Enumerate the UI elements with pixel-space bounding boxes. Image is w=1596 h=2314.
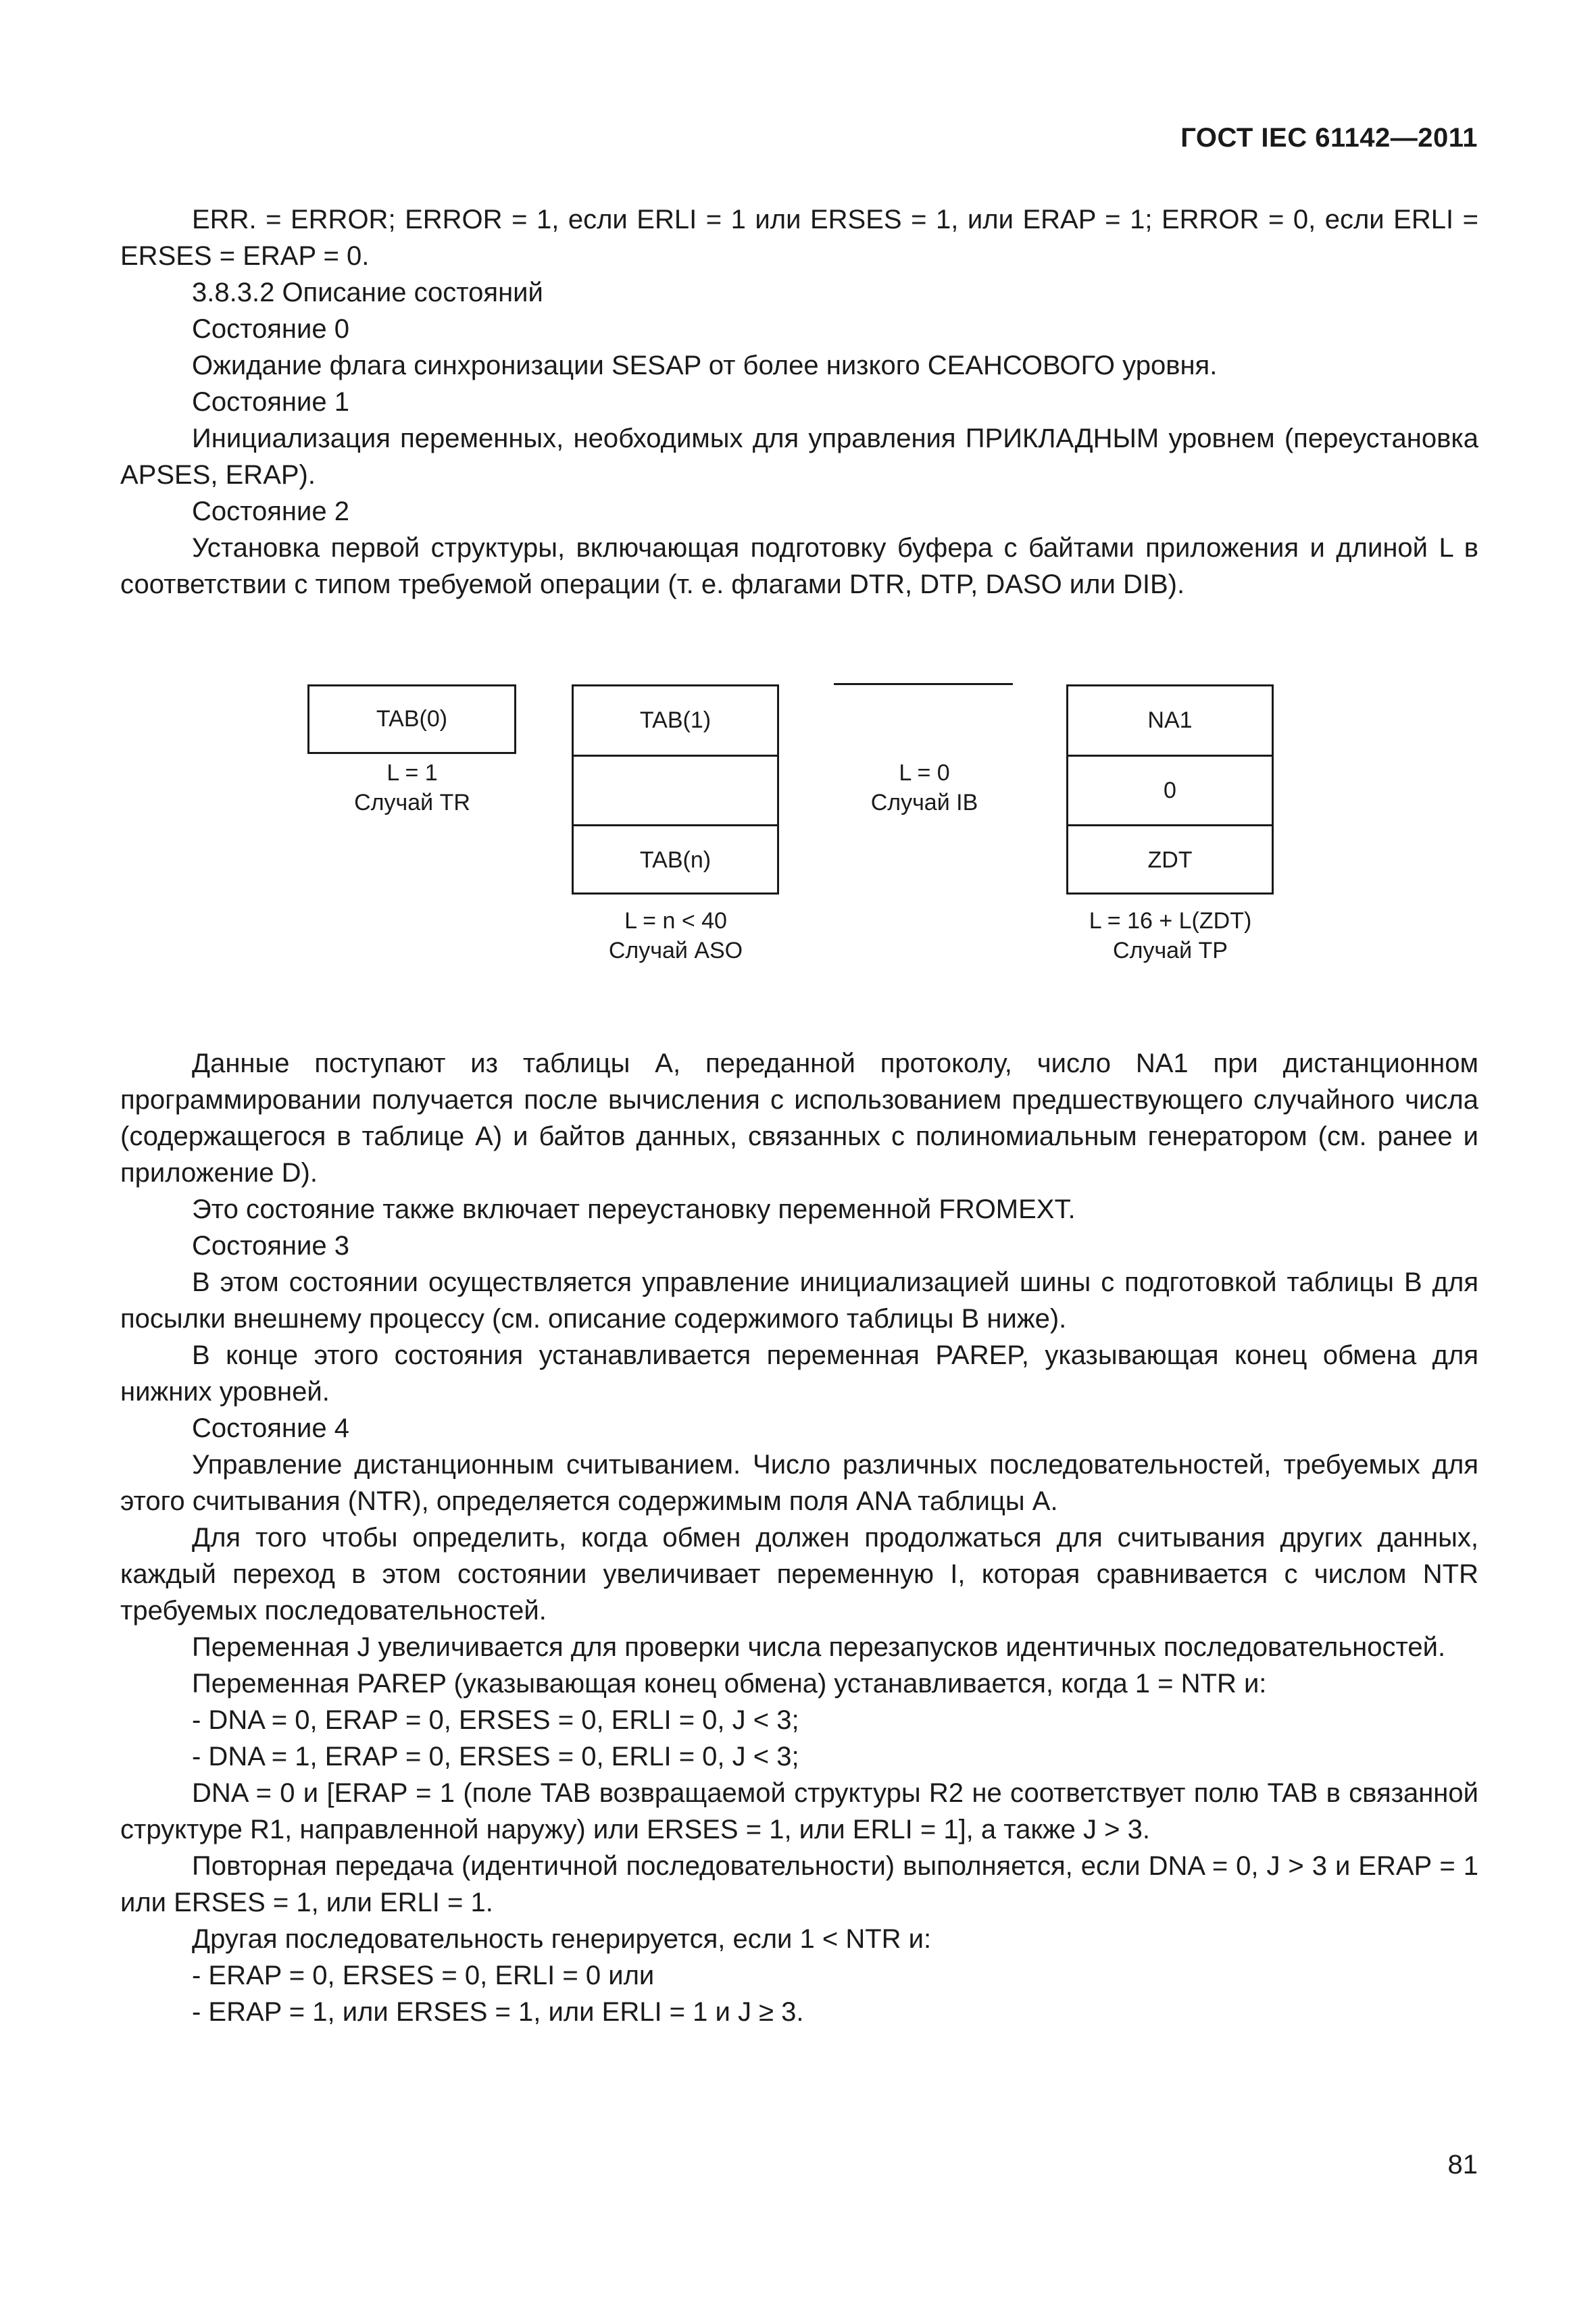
ib-empty-line (834, 683, 1013, 685)
paragraph: Переменная J увеличивается для проверки числа перезапусков идентичных последовательностей. (192, 1632, 1446, 1662)
aso-cell-empty (574, 757, 777, 824)
ib-case: Случай IB (870, 790, 978, 815)
paragraph: Управление дистанционным считыванием. Число различных последовательностей, требуемых для этого считывания (NTR), определяется содержимым поля ANA таблицы A. (120, 1450, 1478, 1516)
paragraph: Инициализация переменных, необходимых для управления ПРИКЛАДНЫМ уровнем (переустановка APSES, ERAP). (120, 424, 1478, 490)
aso-cell-tab1: TAB(1) (639, 707, 712, 733)
paragraph: 3.8.3.2 Описание состояний (192, 278, 543, 307)
paragraph: Это состояние также включает переустановку переменной FROMEXT. (192, 1194, 1076, 1224)
ib-caption (782, 758, 1066, 818)
tr-cell-tab0: TAB(0) (376, 706, 448, 732)
paragraph: Состояние 2 (192, 497, 349, 526)
tp-length: L = 16 + L(ZDT) (1089, 908, 1252, 934)
paragraph: Переменная PAREP (указывающая конец обмена) устанавливается, когда 1 = NTR и: (192, 1669, 1267, 1699)
aso-length: L = n < 40 (624, 908, 727, 934)
tr-length: L = 1 (386, 760, 438, 786)
paragraph: - ERAP = 1, или ERSES = 1, или ERLI = 1 и J ≥ 3. (192, 1997, 804, 2027)
paragraph: Состояние 3 (192, 1231, 349, 1261)
tr-caption (270, 758, 554, 818)
paragraph: Установка первой структуры, включающая подготовку буфера с байтами приложения и длиной L в соответствии с типом требуемой операции (т. е. флагами DTR, DTP, DASO или DIB). (120, 533, 1478, 599)
paragraph: - DNA = 1, ERAP = 0, ERSES = 0, ERLI = 0, J < 3; (192, 1742, 799, 1771)
tp-cell-zero: 0 (1164, 777, 1176, 803)
tr-structure-box (307, 684, 516, 754)
paragraph: В этом состоянии осуществляется управление инициализацией шины с подготовкой таблицы B для посылки внешнему процессу (см. описание содержимого таблицы B ниже). (120, 1267, 1478, 1334)
tp-caption (1028, 906, 1312, 965)
aso-structure-box (572, 684, 779, 895)
paragraph: DNA = 0 и [ERAP = 1 (поле TAB возвращаемой структуры R2 не соответствует полю TAB в связанной структуре R1, направленной наружу) или ERSES = 1, или ERLI = 1], а также J > 3. (120, 1778, 1478, 1844)
tp-case: Случай TP (1113, 938, 1228, 963)
tp-structure-box (1066, 684, 1274, 895)
paragraph: ERR. = ERROR; ERROR = 1, если ERLI = 1 или ERSES = 1, или ERAP = 1; ERROR = 0, если ERLI = ERSES = ERAP = 0. (120, 205, 1478, 271)
text-block-bottom (120, 1045, 1478, 2030)
page-header-title: ГОСТ IEC 61142—2011 (1180, 123, 1478, 153)
tp-cell-zdt: ZDT (1147, 847, 1193, 873)
tp-cell-na1: NA1 (1147, 707, 1193, 733)
aso-caption (534, 906, 818, 965)
paragraph: В конце этого состояния устанавливается переменная PAREP, указывающая конец обмена для нижних уровней. (120, 1340, 1478, 1407)
text-block-top (120, 201, 1478, 603)
aso-cell-tabn: TAB(n) (639, 847, 712, 873)
paragraph: Данные поступают из таблицы A, переданной протоколу, число NA1 при дистанционном программировании получается после вычисления с использованием предшествующего случайного числа (содержащегося в таблице A) и байтов данных, связанных с полиномиальным генератором (см. ранее и приложение D). (120, 1049, 1478, 1188)
paragraph: Для того чтобы определить, когда обмен должен продолжаться для считывания других данных, каждый переход в этом состоянии увеличивает переменную I, которая сравнивается с числом NTR требуемых последовательностей. (120, 1523, 1478, 1626)
paragraph: - DNA = 0, ERAP = 0, ERSES = 0, ERLI = 0, J < 3; (192, 1705, 799, 1735)
paragraph: - ERAP = 0, ERSES = 0, ERLI = 0 или (192, 1961, 655, 1990)
ib-length: L = 0 (899, 760, 950, 786)
paragraph: Ожидание флага синхронизации SESAP от более низкого СЕАНСОВОГО уровня. (192, 351, 1218, 380)
paragraph: Повторная передача (идентичной последовательности) выполняется, если DNA = 0, J > 3 и ERAP = 1 или ERSES = 1, или ERLI = 1. (120, 1851, 1478, 1917)
paragraph: Другая последовательность генерируется, если 1 < NTR и: (192, 1924, 932, 1954)
aso-case: Случай ASO (608, 938, 743, 963)
paragraph: Состояние 0 (192, 314, 349, 344)
paragraph: Состояние 4 (192, 1413, 349, 1443)
paragraph: Состояние 1 (192, 387, 349, 417)
tr-case: Случай TR (354, 790, 470, 815)
page-number: 81 (1447, 2150, 1478, 2180)
